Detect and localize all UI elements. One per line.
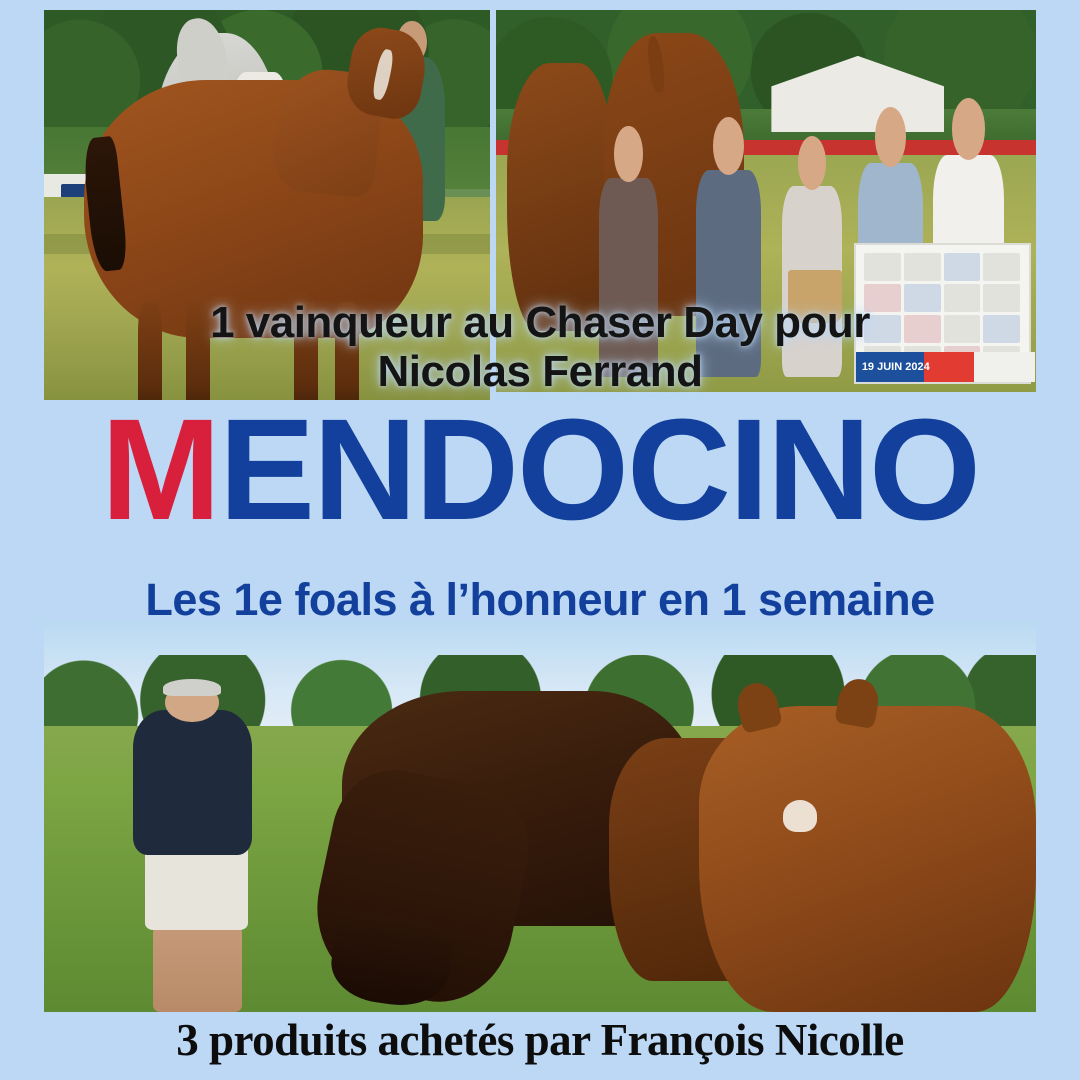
headline-block <box>0 298 1080 397</box>
headline-line-1: 1 vainqueur au Chaser Day pour <box>210 298 870 347</box>
page-title <box>0 389 1080 550</box>
mare-head-shape <box>646 35 666 93</box>
footer-caption: 3 produits achetés par François Nicolle <box>176 1015 904 1065</box>
headline-line-2: Nicolas Ferrand <box>377 347 703 397</box>
title-initial-letter: M <box>101 389 219 550</box>
man-shorts-shape <box>145 843 248 929</box>
sponsor-board-date: 19 JUIN 2024 <box>856 352 1035 382</box>
photo-bottom <box>44 620 1036 1012</box>
foal-star-marking-shape <box>783 800 817 831</box>
title-remainder: ENDOCINO <box>218 389 979 550</box>
man-hair-shape <box>163 679 221 697</box>
man-polo-shape <box>133 710 252 855</box>
man-legs-shape <box>153 926 242 1012</box>
tagline: Les 1e foals à l’honneur en 1 semaine <box>145 574 935 625</box>
foal-foreground-shape <box>699 706 1036 1012</box>
